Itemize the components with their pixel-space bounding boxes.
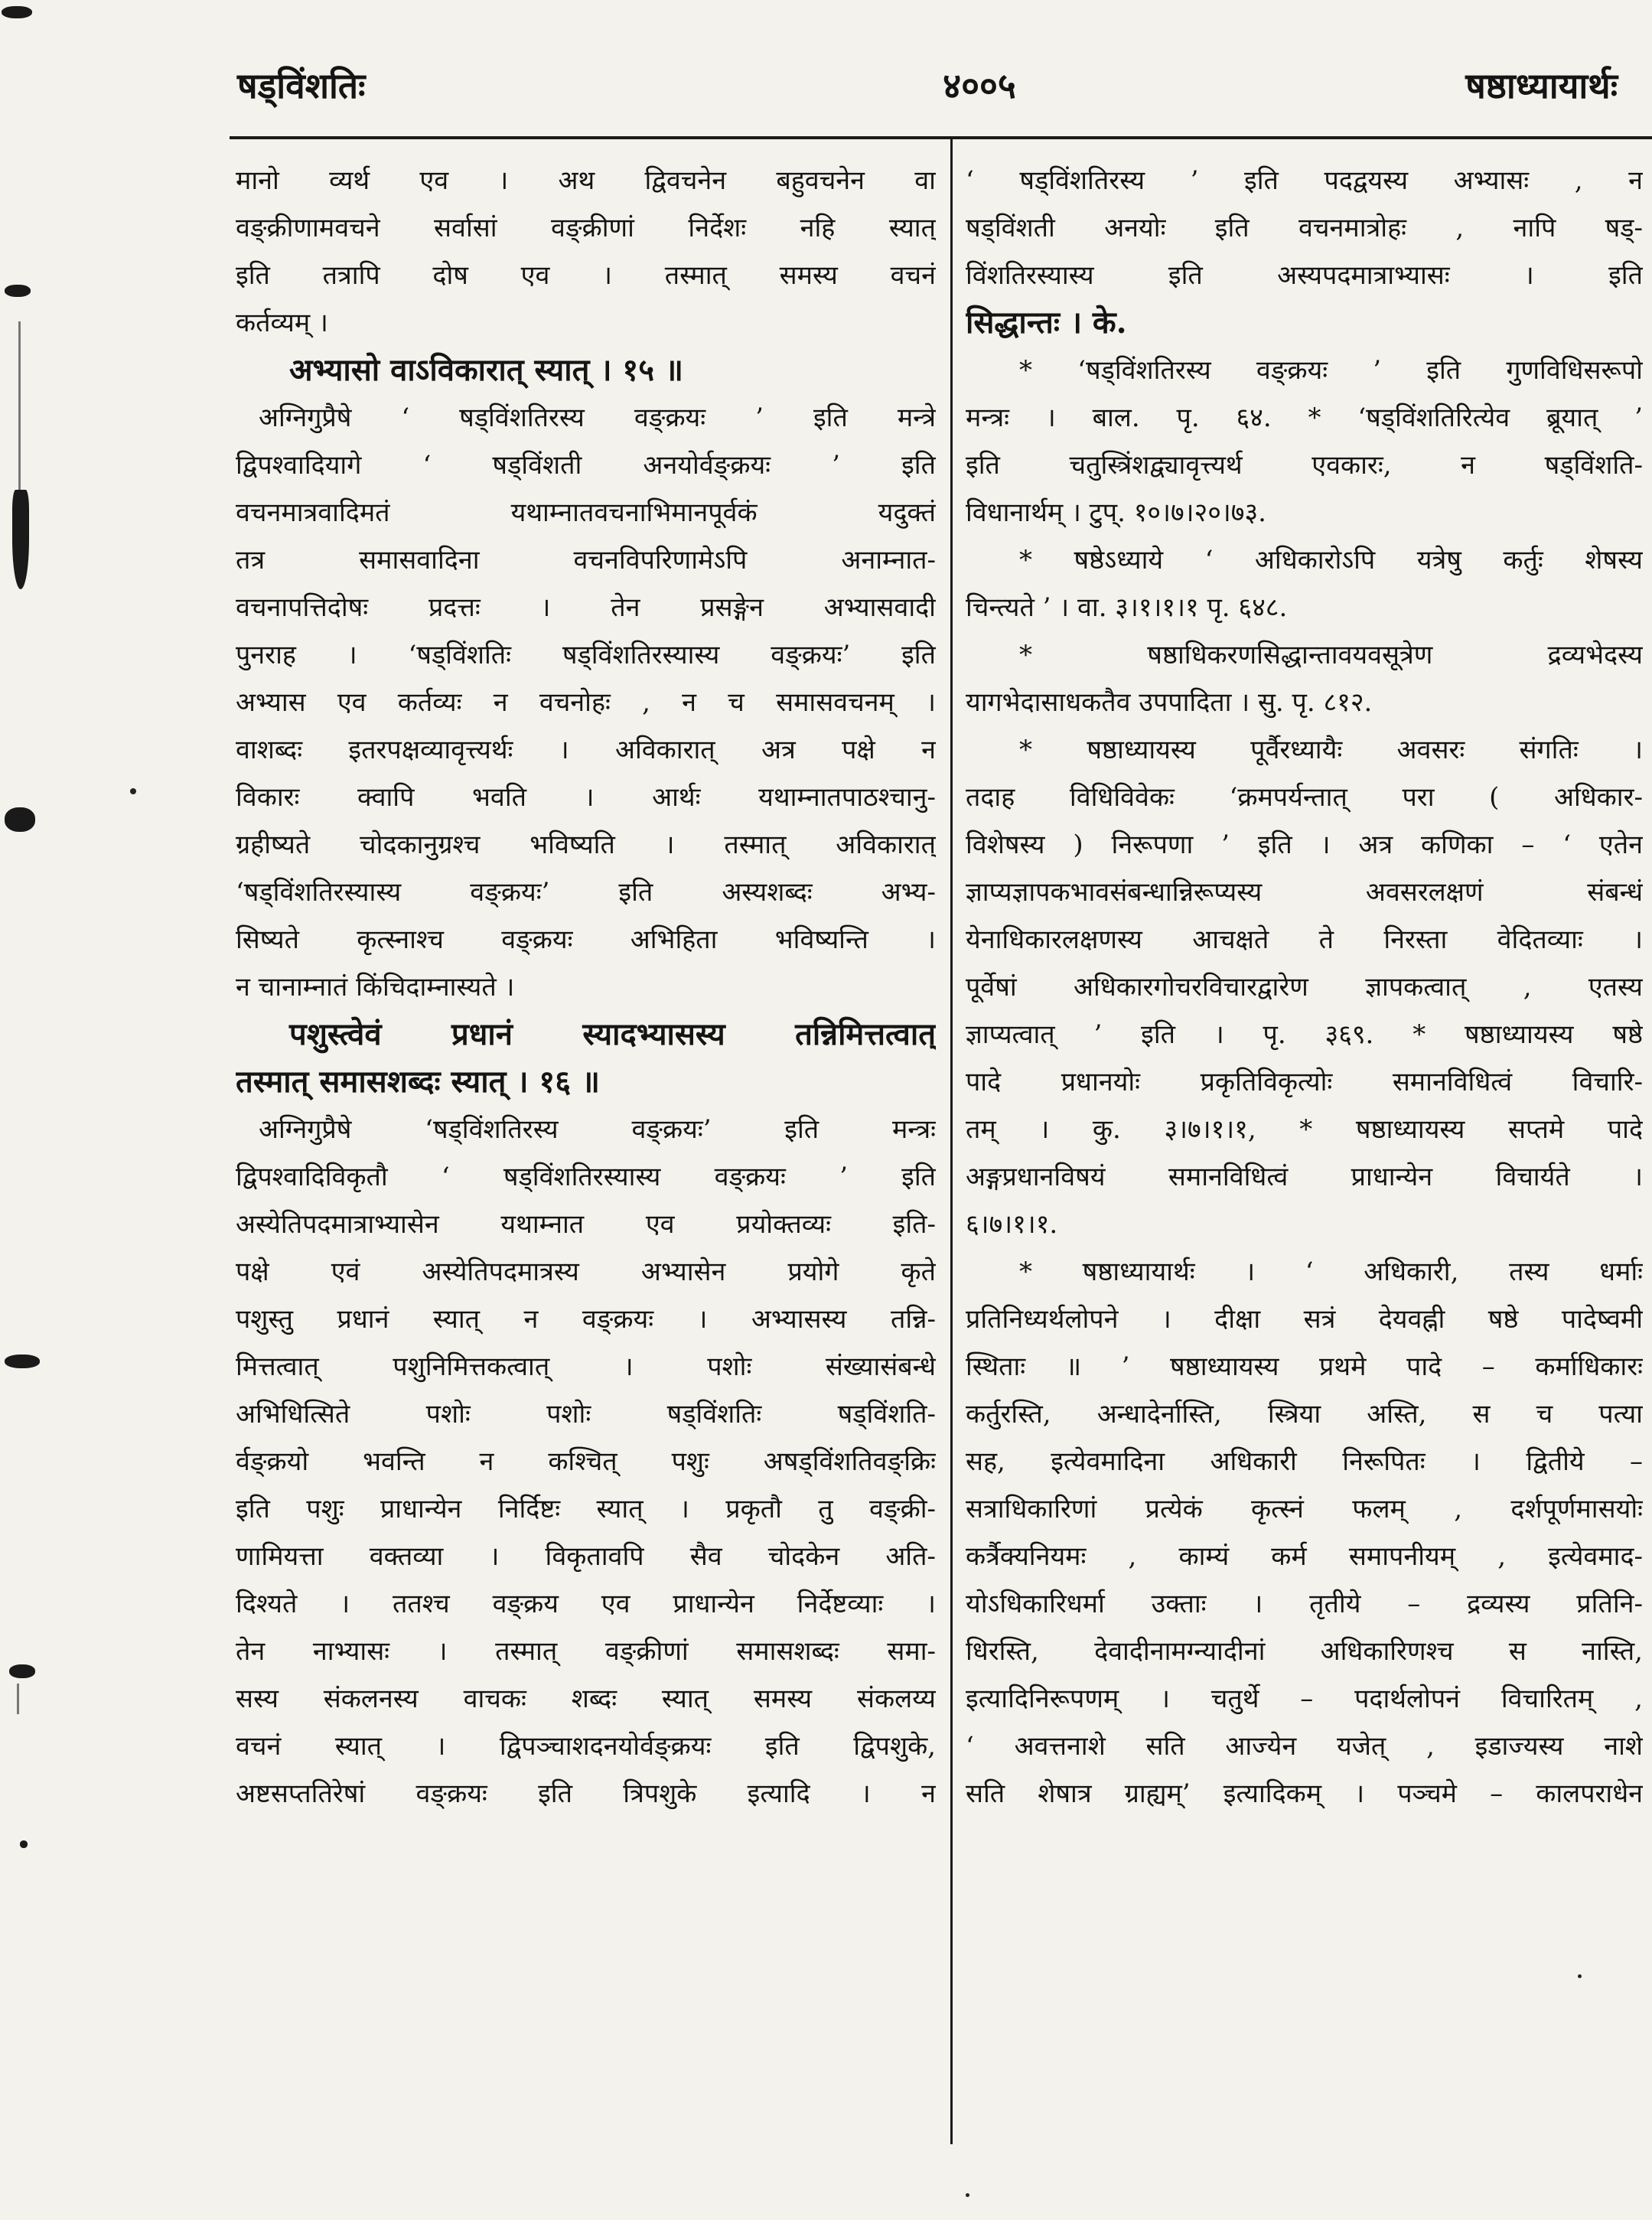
text-line: षड्विंशती अनयोः इति वचनमात्रोहः , नापि षड्- — [966, 213, 1643, 243]
text-line: द्विपश्वादिविकृतौ ‘ षड्विंशतिरस्यास्य वङ्क्रयः ’ इति — [236, 1162, 936, 1192]
page-number: ४००५ — [943, 65, 1016, 106]
running-header — [237, 54, 1618, 138]
text-line: यागभेदासाधकतैव उपपादिता । सु. पृ. ८१२. — [966, 687, 1373, 718]
text-line: वङ्क्रीणामवचने सर्वासां वङ्क्रीणां निर्देशः नहि स्यात् — [236, 213, 936, 243]
text-line: ‘षड्विंशतिरस्यास्य वङ्क्रयः’ इति अस्यशब्दः अभ्य- — [236, 877, 936, 908]
scan-mark — [5, 807, 35, 832]
text-line: अष्टसप्ततिरेषां वङ्क्रयः इति त्रिपशुके इत्यादि । न — [236, 1778, 936, 1809]
text-line: ६।७।१।१. — [966, 1209, 1058, 1240]
text-line: अस्येतिपदमात्राभ्यासेन यथाम्नात एव प्रयोक्तव्यः इति- — [236, 1209, 936, 1240]
text-line: विंशतिरस्यास्य इति अस्यपदमात्राभ्यासः । इति — [966, 260, 1643, 291]
text-line: अग्निगुप्रैषे ‘ षड्विंशतिरस्य वङ्क्रयः ’ इति मन्त्रे — [259, 403, 936, 433]
text-line: तत्र समासवादिना वचनविपरिणामेऽपि अनाम्नात- — [236, 545, 936, 575]
speck — [966, 2193, 969, 2197]
text-line: णामियत्ता वक्तव्या । विकृतावपि सैव चोदकेन अति- — [236, 1541, 936, 1572]
text-line: योऽधिकारिधर्मा उक्ताः । तृतीये – द्रव्यस्य प्रतिनि- — [966, 1589, 1643, 1619]
text-line: अङ्गप्रधानविषयं समानविधित्वं प्राधान्येन विचार्यते । — [966, 1162, 1643, 1192]
text-line: अभिधित्सिते पशोः पशोः षड्विंशतिः षड्विंशति- — [236, 1399, 936, 1429]
speck — [130, 788, 136, 794]
note-line: * षष्ठाध्यायस्य पूर्वैरध्यायैः अवसरः संगतिः । — [1019, 735, 1643, 765]
text-line: अभ्यास एव कर्तव्यः न वचनोहः , न च समासवचनम् । — [236, 687, 936, 718]
header-left-title: षड्विंशतिः — [237, 65, 366, 106]
header-right-title: षष्ठाध्यायार्थः — [1465, 65, 1618, 106]
text-line: येनाधिकारलक्षणस्य आचक्षते ते निरस्ता वेदितव्याः । — [966, 924, 1643, 955]
text-line: ‘ षड्विंशतिरस्य ’ इति पदद्वयस्य अभ्यासः , न — [966, 165, 1643, 196]
sutra-heading: पशुस्त्वेवं प्रधानं स्यादभ्यासस्य तन्निमित्तत्वात् — [289, 1016, 936, 1052]
text-line: पशुस्तु प्रधानं स्यात् न वङ्क्रयः । अभ्यासस्य तन्नि- — [236, 1304, 936, 1335]
text-line: मित्तत्वात् पशुनिमित्तकत्वात् । पशोः संख्यासंबन्धे — [236, 1351, 936, 1382]
left-column — [236, 157, 936, 1817]
note-line: * षष्ठाध्यायार्थः । ‘ अधिकारी, तस्य धर्माः — [1019, 1257, 1643, 1287]
scan-mark — [9, 1664, 35, 1678]
text-line: सस्य संकलनस्य वाचकः शब्दः स्यात् समस्य संकलय्य — [236, 1684, 936, 1714]
text-line: कर्त्रैक्यनियमः , काम्यं कर्म समापनीयम् , इत्येवमाद- — [966, 1541, 1643, 1572]
text-line: सिद्धान्तः । के. — [966, 305, 1127, 341]
text-line: तदाह विधिविवेकः ‘क्रमपर्यन्तात् परा ( अधिकार- — [966, 782, 1643, 813]
note-line: * ‘षड्विंशतिरस्य वङ्क्रयः ’ इति गुणविधिसरूपो — [1019, 355, 1643, 386]
text-line: र्वङ्क्रयो भवन्ति न कश्चित् पशुः अषड्विंशतिवङ्क्रिः — [236, 1446, 936, 1477]
header-rule — [230, 136, 1652, 139]
text-line: सह, इत्येवमादिना अधिकारी निरूपितः । द्वितीये – — [966, 1446, 1643, 1477]
text-line: धिरस्ति, देवादीनामग्न्यादीनां अधिकारिणश्च स नास्ति, — [966, 1636, 1643, 1667]
text-line: ग्रहीष्यते चोदकानुग्रश्च भविष्यति । तस्मात् अविकारात् — [236, 830, 936, 860]
scan-mark — [2, 6, 32, 18]
note-line: * षष्ठाधिकरणसिद्धान्तावयवसूत्रेण द्रव्यभेदस्य — [1019, 640, 1643, 670]
text-line: वचनमात्रवादिमतं यथाम्नातवचनाभिमानपूर्वकं यदुक्तं — [236, 497, 936, 528]
text-line: सिष्यते कृत्स्नाश्च वङ्क्रयः अभिहिता भविष्यन्ति । — [236, 924, 936, 955]
text-line: विशेषस्य ) निरूपणा ’ इति । अत्र कणिका – ‘ एतेन — [966, 830, 1643, 860]
text-line: मन्त्रः । बाल. पृ. ६४. * ‘षड्विंशतिरित्येव ब्रूयात् ’ — [966, 403, 1643, 433]
text-line: पक्षे एवं अस्येतिपदमात्रस्य अभ्यासेन प्रयोगे कृते — [236, 1257, 936, 1287]
right-column — [966, 157, 1643, 1817]
scan-mark — [5, 285, 31, 297]
note-line: * षष्ठेऽध्याये ‘ अधिकारोऽपि यत्रेषु कर्तुः शेषस्य — [1019, 545, 1643, 575]
text-line: विकारः क्वापि भवति । आर्थः यथाम्नातपाठश्चानु- — [236, 782, 936, 813]
text-line: न चानाम्नातं किंचिदाम्नास्यते । — [236, 972, 515, 1002]
text-line: अग्निगुप्रैषे ‘षड्विंशतिरस्य वङ्क्रयः’ इति मन्त्रः — [259, 1114, 936, 1145]
text-line: प्रतिनिध्यर्थलोपने । दीक्षा सत्रं देयवह्नी षष्ठे पादेष्वमी — [966, 1304, 1643, 1335]
text-line: तम् । कु. ३।७।१।१, * षष्ठाध्यायस्य सप्तमे पादे — [966, 1114, 1643, 1145]
scan-mark — [17, 1684, 19, 1714]
text-line: स्थिताः ॥ ’ षष्ठाध्यायस्य प्रथमे पादे – कर्माधिकारः — [966, 1351, 1643, 1382]
text-line: इति पशुः प्राधान्येन निर्दिष्टः स्यात् । प्रकृतौ तु वङ्क्री- — [236, 1494, 936, 1524]
text-line: इत्यादिनिरूपणम् । चतुर्थे – पदार्थलोपनं विचारितम् , — [966, 1684, 1643, 1714]
column-divider — [950, 139, 953, 2144]
text-line: कर्तव्यम् । — [236, 308, 328, 338]
scan-mark — [20, 1840, 28, 1848]
text-line: कर्तुरस्ति, अन्धादेर्नास्ति, स्त्रिया अस्ति, स च पत्या — [966, 1399, 1643, 1429]
text-line: ज्ञाप्यत्वात् ’ इति । पृ. ३६९. * षष्ठाध्यायस्य षष्ठे — [966, 1019, 1643, 1050]
text-line: वाशब्दः इतरपक्षव्यावृत्त्यर्थः । अविकारात् अत्र पक्षे न — [236, 735, 936, 765]
text-line: ज्ञाप्यज्ञापकभावसंबन्धान्निरूप्यस्य अवसरलक्षणं संबन्धं — [966, 877, 1643, 908]
text-line: इति चतुस्त्रिंशद्व्यावृत्त्यर्थ एवकारः, न षड्विंशति- — [966, 450, 1643, 481]
text-line: पुनराह । ‘षड्विंशतिः षड्विंशतिरस्यास्य वङ्क्रयः’ इति — [236, 640, 936, 670]
text-line: वचनं स्यात् । द्विपञ्चाशदनयोर्वङ्क्रयः इति द्विपशुके, — [236, 1731, 936, 1762]
text-line: इति तत्रापि दोष एव । तस्मात् समस्य वचनं — [236, 260, 936, 291]
text-line: द्विपश्वादियागे ‘ षड्विंशती अनयोर्वङ्क्रयः ’ इति — [236, 450, 936, 481]
text-line: पादे प्रधानयोः प्रकृतिविकृत्योः समानविधित्वं विचारि- — [966, 1067, 1643, 1097]
scan-mark — [5, 1354, 40, 1368]
text-line: वचनापत्तिदोषः प्रदत्तः । तेन प्रसङ्गेन अभ्यासवादी — [236, 592, 936, 623]
text-line: तेन नाभ्यासः । तस्मात् वङ्क्रीणां समासशब्दः समा- — [236, 1636, 936, 1667]
sutra-heading: तस्मात् समासशब्दः स्यात् । १६ ॥ — [236, 1064, 600, 1100]
text-line: सत्राधिकारिणां प्रत्येकं कृत्स्नं फलम् , दर्शपूर्णमासयोः — [966, 1494, 1643, 1524]
text-line: मानो व्यर्थ एव । अथ द्विवचनेन बहुवचनेन वा — [236, 165, 936, 196]
speck — [1578, 1974, 1582, 1978]
sutra-heading: अभ्यासो वाऽविकारात् स्यात् । १५ ॥ — [289, 352, 683, 388]
text-line: दिश्यते । ततश्च वङ्क्रय एव प्राधान्येन निर्देष्टव्याः । — [236, 1589, 936, 1619]
scan-mark — [12, 490, 29, 589]
text-line: विधानार्थम् । टुप्. १०।७।२०।७३. — [966, 497, 1266, 528]
text-line: सति शेषात्र ग्राह्यम्’ इत्यादिकम् । पञ्चमे – कालपराधेन — [966, 1778, 1643, 1809]
text-line: ‘ अवत्तनाशे सति आज्येन यजेत् , इडाज्यस्य नाशे — [966, 1731, 1643, 1762]
text-line: पूर्वेषां अधिकारगोचरविचारद्वारेण ज्ञापकत्वात् , एतस्य — [966, 972, 1643, 1002]
text-line: चिन्त्यते ’ । वा. ३।१।१।१ पृ. ६४८. — [966, 592, 1288, 623]
